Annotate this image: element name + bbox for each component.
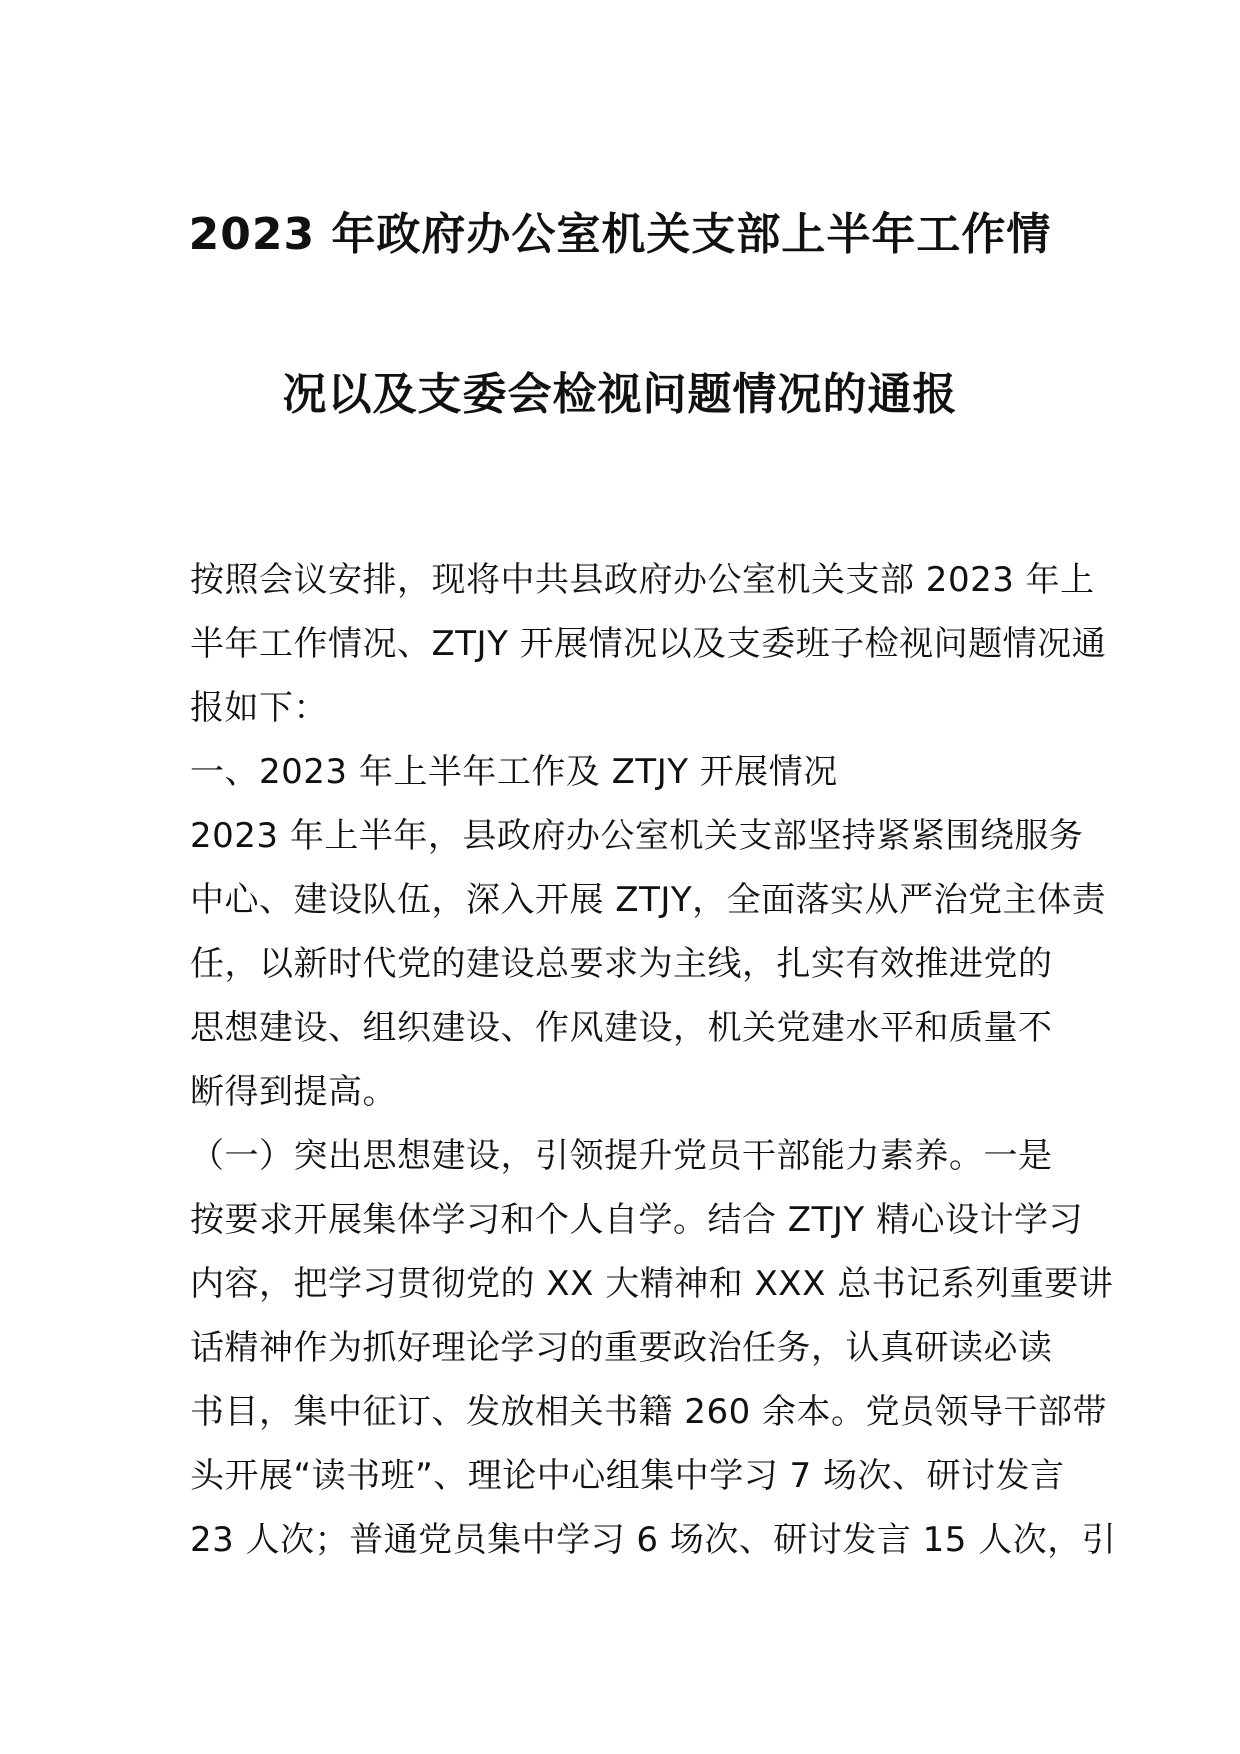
body-line: 头开展“读书班”、理论中心组集中学习 7 场次、研讨发言	[190, 1456, 1065, 1496]
body-line: 中心、建设队伍，深入开展 ZTJY，全面落实从严治党主体责	[190, 880, 1107, 920]
document-body	[190, 548, 1117, 1572]
body-line: 书目，集中征订、发放相关书籍 260 余本。党员领导干部带	[190, 1392, 1108, 1432]
body-line: 23 人次；普通党员集中学习 6 场次、研讨发言 15 人次，引	[190, 1520, 1117, 1560]
body-line: 半年工作情况、ZTJY 开展情况以及支委班子检视问题情况通	[190, 624, 1107, 664]
document-title-line-1: 2023 年政府办公室机关支部上半年工作情	[188, 209, 1052, 260]
body-line: 内容，把学习贯彻党的 XX 大精神和 XXX 总书记系列重要讲	[190, 1264, 1114, 1304]
subsection-line: （一）突出思想建设，引领提升党员干部能力素养。一是	[190, 1136, 1053, 1176]
body-line: 思想建设、组织建设、作风建设，机关党建水平和质量不	[190, 1008, 1053, 1048]
body-line: 任，以新时代党的建设总要求为主线，扎实有效推进党的	[190, 944, 1053, 984]
body-line: 按要求开展集体学习和个人自学。结合 ZTJY 精心设计学习	[190, 1200, 1083, 1240]
document-title-line-2: 况以及支委会检视问题情况的通报	[282, 369, 958, 420]
body-line: 报如下：	[190, 688, 328, 728]
body-line: 按照会议安排，现将中共县政府办公室机关支部 2023 年上	[190, 560, 1095, 600]
body-line: 断得到提高。	[190, 1072, 397, 1112]
body-line: 话精神作为抓好理论学习的重要政治任务，认真研读必读	[190, 1328, 1053, 1368]
section-heading: 一、2023 年上半年工作及 ZTJY 开展情况	[190, 752, 838, 792]
body-line: 2023 年上半年，县政府办公室机关支部坚持紧紧围绕服务	[190, 816, 1084, 856]
